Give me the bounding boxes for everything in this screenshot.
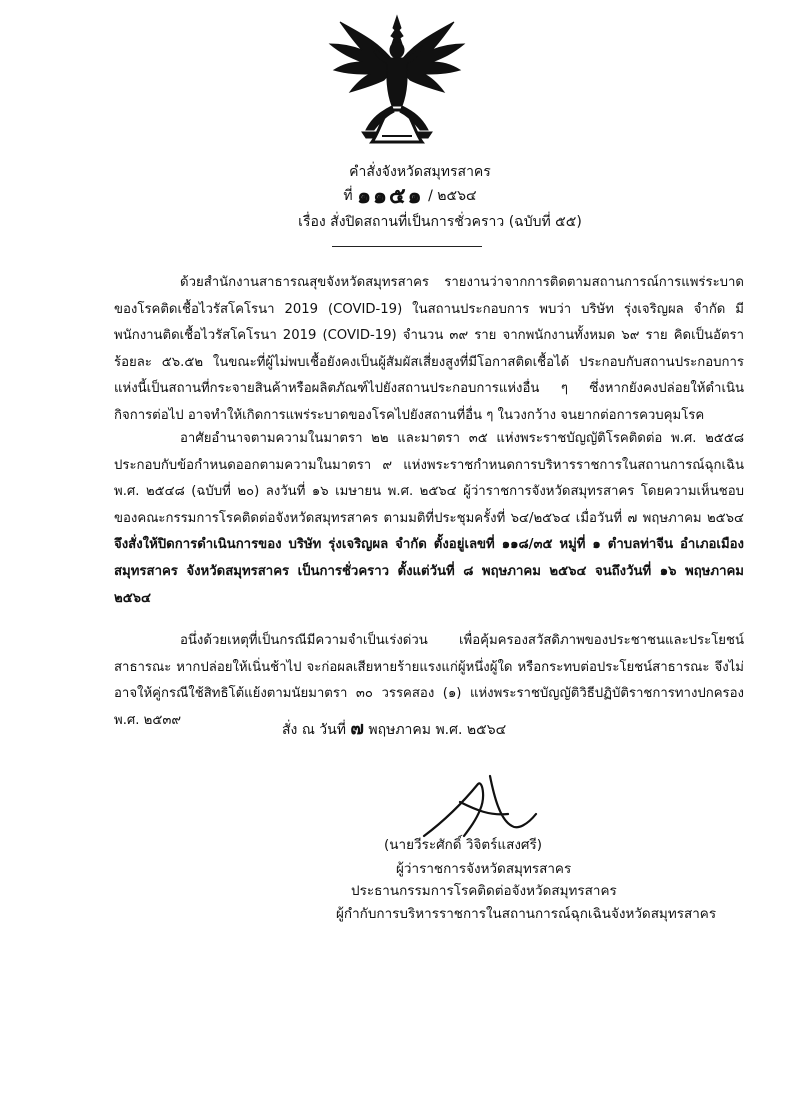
- paragraph-2-order: จึงสั่งให้ปิดการดำเนินการของ บริษัท รุ่งเจริญผล จำกัด ตั้งอยู่เลขที่ ๑๑๘/๓๕ หมู่ที่ ๑ ตำบลท่าจีน อำเภอเมืองสมุทรสาคร จังหวัดสมุทรสาคร เป็นการชั่วคราว ตั้งแต่วันที่ ๘ พฤษภาคม ๒๕๖๔ จนถึงวันที่ ๑๖ พฤษภาคม ๒๕๖๔: [114, 537, 744, 606]
- order-title: คำสั่งจังหวัดสมุทรสาคร: [349, 164, 491, 180]
- signer-title-governor: ผู้ว่าราชการจังหวัดสมุทรสาคร: [396, 861, 572, 877]
- given-suffix: พฤษภาคม พ.ศ. ๒๕๖๔: [368, 722, 507, 738]
- signer-title-committee: ประธานกรรมการโรคติดต่อจังหวัดสมุทรสาคร: [351, 883, 617, 899]
- order-number: ๑๑๕๑: [357, 184, 424, 209]
- order-year: / ๒๕๖๔: [428, 188, 477, 204]
- paragraph-3-text: อนึ่งด้วยเหตุที่เป็นกรณีมีความจำเป็นเร่งด่วน เพื่อคุ้มครองสวัสดิภาพของประชาชนและประโยชน์สาธารณะ หากปล่อยให้เนิ่นช้าไป จะก่อผลเสียหายร้ายแรงแก่ผู้หนึ่งผู้ใด หรือกระทบต่อประโยชน์สาธารณะ จึงไม่อาจให้คู่กรณีใช้สิทธิโต้แย้งตามนัยมาตรา ๓๐ วรรคสอง (๑) แห่งพระราชบัญญัติวิธีปฏิบัติราชการทางปกครอง พ.ศ. ๒๕๓๙: [114, 633, 744, 728]
- order-number-prefix: ที่: [343, 188, 353, 204]
- signer-name: (นายวีระศักดิ์ วิจิตร์แสงศรี): [384, 837, 542, 853]
- garuda-emblem-icon: [322, 14, 472, 146]
- paragraph-2-normal: อาศัยอำนาจตามความในมาตรา ๒๒ และมาตรา ๓๕ แห่งพระราชบัญญัติโรคติดต่อ พ.ศ. ๒๕๕๘ ประกอบกับข้อกำหนดออกตามความในมาตรา ๙ แห่งพระราชกำหนดการบริหารราชการในสถานการณ์ฉุกเฉิน พ.ศ. ๒๕๔๘ (ฉบับที่ ๒๐) ลงวันที่ ๑๖ เมษายน พ.ศ. ๒๕๖๔ ผู้ว่าราชการจังหวัดสมุทรสาคร โดยความเห็นชอบของคณะกรรมการโรคติดต่อจังหวัดสมุทรสาคร ตามมติที่ประชุมครั้งที่ ๖๔/๒๕๖๔ เมื่อวันที่ ๗ พฤษภาคม ๒๕๖๔: [114, 431, 744, 526]
- paragraph-2: [114, 426, 744, 612]
- signer-title-emergency: ผู้กำกับการบริหารราชการในสถานการณ์ฉุกเฉินจังหวัดสมุทรสาคร: [336, 906, 717, 922]
- given-prefix: สั่ง ณ วันที่: [282, 722, 346, 738]
- order-subject: เรื่อง สั่งปิดสถานที่เป็นการชั่วคราว (ฉบับที่ ๕๕): [298, 214, 582, 230]
- paragraph-2-text: [114, 426, 744, 612]
- paragraph-1: [114, 270, 744, 430]
- order-number-line: [0, 186, 800, 207]
- given-day: ๗: [350, 718, 364, 739]
- paragraph-1-text: ด้วยสำนักงานสาธารณสุขจังหวัดสมุทรสาคร รายงานว่าจากการติดตามสถานการณ์การแพร่ระบาดของโรคติดเชื้อไวรัสโคโรนา 2019 (COVID-19) ในสถานประกอบการ พบว่า บริษัท รุ่งเจริญผล จำกัด มีพนักงานติดเชื้อไวรัสโคโรนา 2019 (COVID-19) จำนวน ๓๙ ราย จากพนักงานทั้งหมด ๖๙ ราย คิดเป็นอัตราร้อยละ ๕๖.๕๒ ในขณะที่ผู้ไม่พบเชื้อยังคงเป็นผู้สัมผัสเสี่ยงสูงที่มีโอกาสติดเชื้อได้ ประกอบกับสถานประกอบการแห่งนี้เป็นสถานที่กระจายสินค้าหรือผลิตภัณฑ์ไปยังสถานประกอบการแห่งอื่น ๆ ซึ่งหากยังคงปล่อยให้ดำเนินกิจการต่อไป อาจทำให้เกิดการแพร่ระบาดของโรคไปยังสถานที่อื่น ๆ ในวงกว้าง จนยากต่อการควบคุมโรค: [114, 275, 744, 423]
- given-date: [282, 718, 506, 741]
- header-divider: [332, 246, 482, 247]
